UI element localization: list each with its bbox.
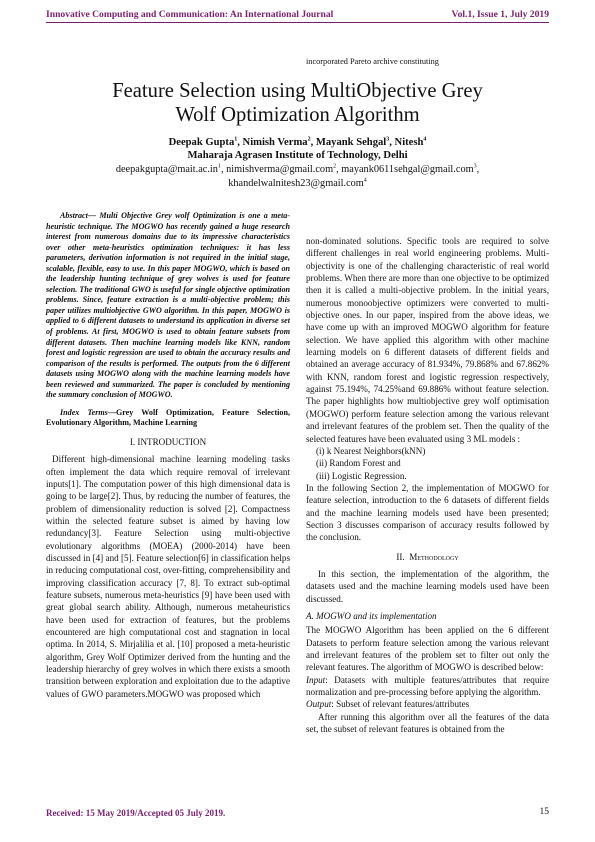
section-2-title: Methodology xyxy=(409,551,459,562)
abstract-text: Multi Objective Grey wolf Optimization is one a meta-heuristic technique. The MOGWO has recently gained a huge research interest from numerous domains due to its impressive characteristics over other meta-heuristics optimization techniques: it has less parameters, derivation information is not required in the initial stage, scalable, flexible, easy to use. In this paper MOGWO, which is based on the leadership hunting technique of grey wolves is used for feature selection. The traditional GWO is useful for single objective optimization problems. Since, feature extraction is a multi-objective problem; this paper utilizes multiobjective GWO algorithm. In this paper, MOGWO is applied to 6 different datasets to understand its application in diverse set of problems. At first, MOGWO is used to obtain feature subsets from different datasets. Then machine learning models like KNN, random forest and logistic regression are used to obtain the accuracy results and comparison of the results is performed. The outputs from the 6 different datasets using MOGWO along with the machine learning models have been reviewed and summarized. The paper is concluded by mentioning the summary conclusion of MOGWO. xyxy=(46,211,290,400)
index-terms-text: —Grey Wolf Optimization, Feature Selection, Evolutionary Algorithm, Machine Learning xyxy=(46,407,291,428)
email-row-2 xyxy=(46,177,549,191)
list-item: (ii) Random Forest and xyxy=(316,458,401,469)
affiliation: Maharaja Agrasen Institute of Technology, Delhi xyxy=(187,150,408,161)
left-column xyxy=(46,211,290,700)
output-text: : Subset of relevant features/attributes xyxy=(331,699,470,710)
author-names: Deepak Gupta$^1$, Nimish Verma$^2$, Mayank Sehgal$^3$, Nitesh$^4$ xyxy=(168,136,427,148)
email: khandelwalnitesh23@gmail.com xyxy=(228,177,364,189)
list-item: (i) k Nearest Neighbors(kNN) xyxy=(316,445,426,456)
email: nimishverma@gmail.com xyxy=(226,164,334,175)
paper-title xyxy=(46,79,549,127)
title-line-2: Wolf Optimization Algorithm xyxy=(175,104,420,126)
section-2-number: II. xyxy=(396,551,405,562)
email-sup: 3 xyxy=(473,163,477,170)
issue-info: Vol.1, Issue 1, July 2019 xyxy=(451,9,549,20)
author-name: Deepak Gupta xyxy=(168,137,235,148)
section-1-heading: I. INTRODUCTION xyxy=(129,436,207,447)
received-dates: Received: 15 May 2019/Accepted 05 July 2019. xyxy=(46,808,226,818)
mogwo-description: The MOGWO Algorithm has been applied on the 6 different Datasets to perform feature selection among the various relevant and irrelevant features of the problem set to filter out only the relevant features. The algorithm of MOGWO is described below: xyxy=(306,625,549,673)
author-sup: 1 xyxy=(234,136,238,143)
author-name: Nitesh xyxy=(394,137,424,148)
email: mayank0611sehgal@gmail.com xyxy=(341,164,474,175)
index-terms xyxy=(46,408,290,429)
subsection-a-heading: A. MOGWO and its implementation xyxy=(306,610,437,621)
abstract-label: Abstract— xyxy=(60,211,96,220)
email-block: $deepakgupta@mait.ac.in^1$, nimishverma@gmail.com$^2$, mayank0611sehgal@gmail.com$^3$, khandelwalnitesh23@gmail.com$^4$ xyxy=(46,163,549,190)
author-name: Mayank Sehgal xyxy=(315,137,387,148)
algorithm-output xyxy=(306,698,549,710)
email-sup: 1 xyxy=(217,163,221,170)
email-sup: 4 xyxy=(363,177,367,184)
page-number: 15 xyxy=(539,807,549,817)
introduction-text: Different high-dimensional machine learning modeling tasks often implement the data which require removal of irrelevant inputs[1]. The computation power of this high dimensional data is going to be large[2]. Thus, by reducing the number of features, the problem of dimensionality reduction is solved [2]. Compactness within the selected feature subset is aimed by having low redundancy[3]. Feature Selection using multi-objective evolutionary algorithms (MOEA) (2000-2014) have been discussed in [4] and [5]. Feature selection[6] in classification helps in reducing computational cost, over-fitting, comprehensibility and improving classification accuracy [7, 8]. To extract sub-optimal feature subsets, numerous meta-heuristics [9] have been used with great global search ability. Although, numerous metaheuristics have been used for extraction of features, but the problems encountered are high computational cost and stagnation in local optima. In 2014, S. Mirjalilia et al. [10] proposed a meta-heuristic algorithm, Grey Wolf Optimizer derived from the hunting and the leadership hierarchy of grey wolves in which there exists a smooth transition between exploration and exploitation due to the adaptive values of GWO parameters.MOGWO was proposed which xyxy=(46,454,290,699)
after-algorithm-text: After running this algorithm over all the features of the data set, the subset of relevant features is obtained from the xyxy=(306,711,549,735)
output-label: Output xyxy=(306,699,332,710)
input-text: : Datasets with multiple features/attributes that require normalization and pre-processing before applying the algorithm. xyxy=(306,674,549,698)
intro-continuation: non-dominated solutions. Specific tools are required to solve different challenges in real world engineering problems. Multi-objectivity is one of the challenging characteristic of real world problems. When there are more than one objective to be optimized then it is called a multi-objective problem. In the initial years, numerous monoobjective optimizers were converted to multi-objective ones. In our paper, inspired from the above ideas, we have come up with an improved MOGWO algorithm for feature selection. We have applied this algorithm with other machine learning models on 6 different datasets of different fields and obtained an average accuracy of 81.934%, 79.868% and 67.862% with KNN, random forest and logistic regression respectively, against 75.194%, 74.25%and 69.886% without feature selection. The paper highlights how multiobjective grey wolf optimisation (MOGWO) perform feature selection among the various relevant and irrelevant features of the problem set. Then the quality of the selected features have been evaluated using 3 ML models : xyxy=(306,236,549,444)
section-overview: In the following Section 2, the implementation of MOGWO for feature selection, introduction to the 6 datasets of different fields and the machine learning models used have been presented; Section 3 discusses comparison of accuracy results followed by the conclusion. xyxy=(306,482,549,543)
stray-text: incorporated Pareto archive constituting xyxy=(306,57,439,66)
list-item: (iii) Logistic Regression. xyxy=(316,470,407,481)
index-terms-label: Index Terms xyxy=(60,407,108,417)
methodology-intro: In this section, the implementation of the algorithm, the datasets used and the machine learning models used have been discussed. xyxy=(306,568,549,604)
right-column xyxy=(306,235,549,735)
title-line-1: Feature Selection using MultiObjective Grey xyxy=(112,80,483,102)
author-sup: 4 xyxy=(423,136,427,143)
author-sup: 2 xyxy=(307,136,311,143)
journal-name: Innovative Computing and Communication: An International Journal xyxy=(46,9,334,20)
author-block xyxy=(46,136,549,162)
section-2-heading xyxy=(306,551,549,563)
ml-model-list xyxy=(306,445,549,482)
email: deepakgupta@mait.ac.in xyxy=(115,164,218,175)
author-sup: 3 xyxy=(386,136,390,143)
running-header xyxy=(46,9,549,20)
author-name: Nimish Verma xyxy=(242,137,308,148)
header-rule xyxy=(46,22,549,23)
abstract xyxy=(46,211,290,401)
email-sup: 2 xyxy=(333,163,337,170)
input-label: Input xyxy=(306,674,326,685)
algorithm-input xyxy=(306,674,549,699)
